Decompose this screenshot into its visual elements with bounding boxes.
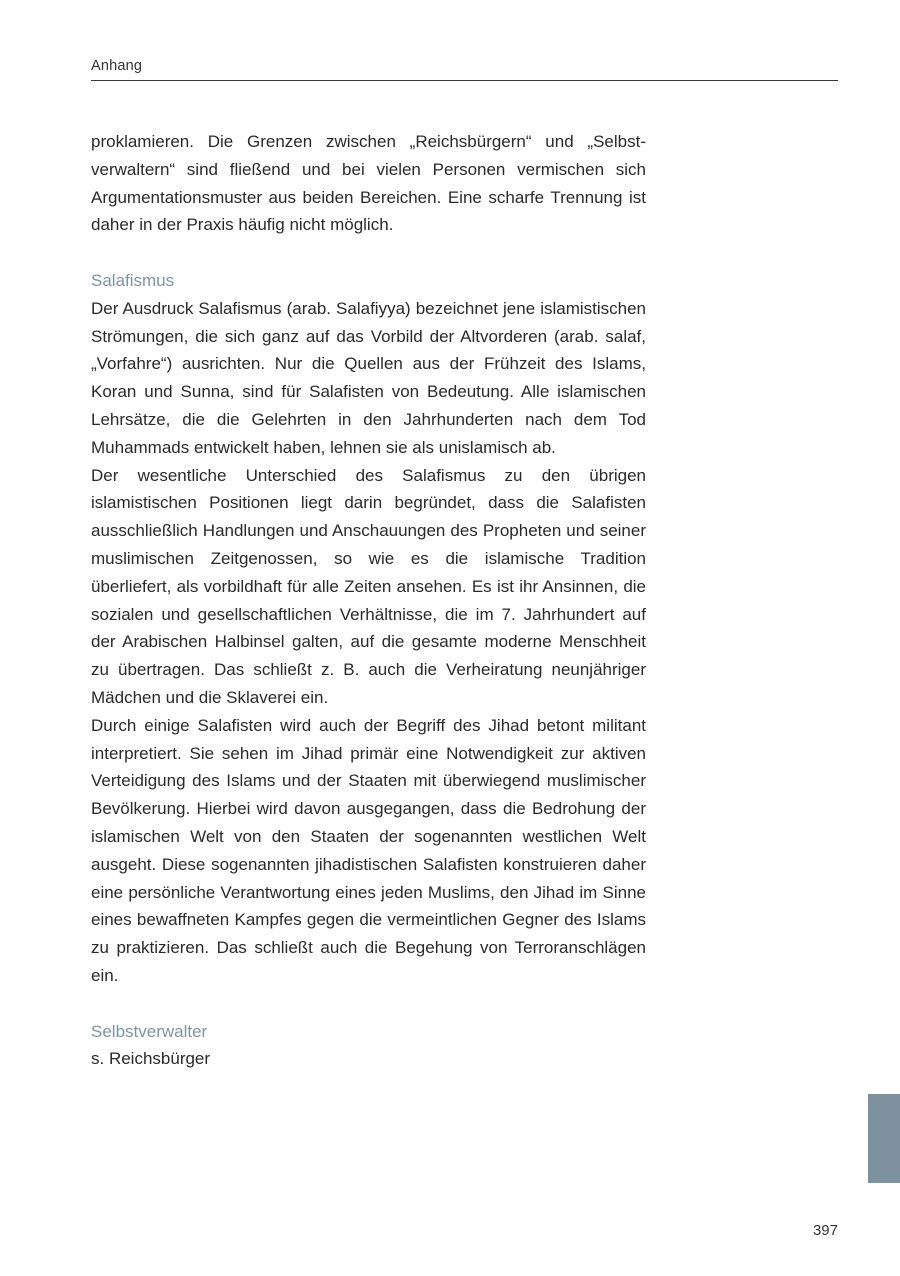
selbstverwalter-cross-reference: s. Reichsbürger: [91, 1049, 211, 1069]
chapter-thumb-tab: [868, 1094, 900, 1183]
section-heading-selbstverwalter: Selbstverwalter: [91, 1021, 208, 1041]
salafismus-paragraph-1: Der Ausdruck Salafismus (arab. Salafiyya) bezeichnet jene islamistischen Strömungen, die sich ganz auf das Vorbild der Altvorderen (arab. salaf, „Vorfahre“) ausrichten. Nur die Quellen aus der Frühzeit des Islams, Koran und Sunna, sind für Salafisten von Bedeutung. Alle islamischen Lehrsätze, die die Gelehrten in den Jahrhunderten nach dem Tod Muhammads entwickelt haben, lehnen sie als unislamisch ab.: [91, 298, 646, 457]
page-number: 397: [812, 1222, 838, 1239]
main-text-column: [91, 128, 646, 1073]
salafismus-paragraph-2: Der wesentliche Unterschied des Salafismus zu den übrigen islamistischen Positionen liegt darin begründet, dass die Salafisten ausschließlich Handlungen und Anschauungen des Propheten und seiner muslimischen Zeitgenossen, so wie es die islamische Tradition überliefert, als vorbildhaft für alle Zeiten ansehen. Es ist ihr Ansinnen, die sozialen und gesellschaftlichen Verhältnisse, die im 7. Jahrhundert auf der Arabischen Halbinsel galten, auf die gesamte moderne Menschheit zu übertragen. Das schließt z. B. auch die Verheiratung neunjähriger Mädchen und die Sklaverei ein.: [91, 465, 646, 707]
header-divider: [91, 80, 838, 81]
running-head-title: Anhang: [91, 58, 143, 74]
section-heading-salafismus: Salafismus: [91, 270, 175, 290]
salafismus-paragraph-3: Durch einige Salafisten wird auch der Begriff des Jihad betont militant interpretiert. Sie sehen im Jihad primär eine Notwendigkeit zur aktiven Verteidigung des Islams und der Staaten mit überwiegend muslimischer Bevölkerung. Hierbei wird davon ausgegangen, dass die Bedrohung der islamischen Welt von den Staaten der sogenannten westlichen Welt ausgeht. Diese sogenannten jihadistischen Salafisten konstruieren daher eine persönliche Verantwortung eines jeden Muslims, den Jihad im Sinne eines bewaffneten Kampfes gegen die vermeintlichen Gegner des Islams zu praktizieren. Das schließt auch die Begehung von Terroranschlägen ein.: [91, 715, 646, 985]
intro-paragraph: proklamieren. Die Grenzen zwischen „Reichsbürgern“ und „Selbstverwaltern“ sind fließend und bei vielen Personen vermischen sich Argumentationsmuster aus beiden Bereichen. Eine scharfe Trennung ist daher in der Praxis häufig nicht möglich.: [91, 132, 646, 235]
